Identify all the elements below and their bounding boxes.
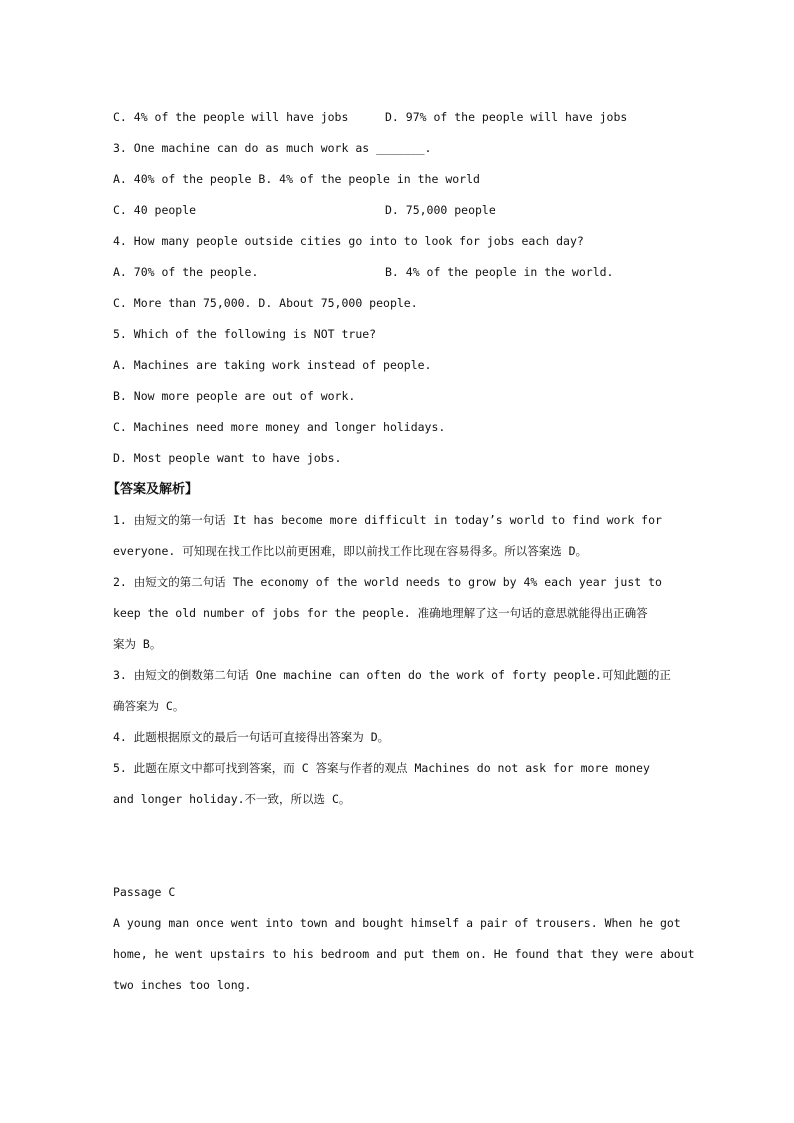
answer-3-line-1: 3. 由短文的倒数第二句话 One machine can often do the work of forty people.可知此题的正 [113, 668, 671, 682]
option-b: B. 4% of the people in the world. [385, 265, 614, 279]
option-c: C. 40 people [113, 203, 197, 217]
question-3-options-cd [113, 195, 703, 226]
question-4-options-cd: C. More than 75,000. D. About 75,000 people. [113, 296, 418, 310]
passage-c-line-2: home, he went upstairs to his bedroom and put them on. He found that they were about [113, 947, 695, 961]
passage-c-line-3: two inches too long. [113, 978, 252, 992]
question-5-option-b: B. Now more people are out of work. [113, 389, 356, 403]
answer-2-line-1: 2. 由短文的第二句话 The economy of the world needs to grow by 4% each year just to [113, 575, 662, 589]
answer-5-line-1: 5. 此题在原文中都可找到答案，而 C 答案与作者的观点 Machines do not ask for more money [113, 761, 650, 775]
passage-c-title: Passage C [113, 885, 176, 899]
option-d: D. 75,000 people [385, 203, 496, 217]
answer-2-line-2: keep the old number of jobs for the people. 准确地理解了这一句话的意思就能得出正确答 [113, 606, 648, 620]
option-a: A. 70% of the people. [113, 265, 259, 279]
question-4-stem: 4. How many people outside cities go into to look for jobs each day? [113, 234, 584, 248]
option-c: C. 4% of the people will have jobs [113, 110, 349, 124]
question-3-stem: 3. One machine can do as much work as _______. [113, 141, 432, 155]
option-d: D. 97% of the people will have jobs [385, 110, 628, 124]
question-5-stem: 5. Which of the following is NOT true? [113, 327, 377, 341]
question-4-options-ab [113, 257, 703, 288]
question-5-option-c: C. Machines need more money and longer holidays. [113, 420, 446, 434]
answer-2-line-3: 案为 B。 [113, 637, 162, 651]
passage-c-line-1: A young man once went into town and bought himself a pair of trousers. When he got [113, 916, 681, 930]
answer-1-line-1: 1. 由短文的第一句话 It has become more difficult in today’s world to find work for [113, 513, 662, 527]
question-2-options-cd [113, 102, 703, 133]
section-gap [113, 815, 703, 877]
document-page [107, 102, 703, 1001]
answer-1-line-2: everyone. 可知现在找工作比以前更困难，即以前找工作比现在容易得多。所以答案选 D。 [113, 544, 588, 558]
question-3-options-ab: A. 40% of the people B. 4% of the people in the world [113, 172, 480, 186]
question-5-option-a: A. Machines are taking work instead of people. [113, 358, 432, 372]
answer-5-line-2: and longer holiday.不一致，所以选 C。 [113, 792, 351, 806]
question-5-option-d: D. Most people want to have jobs. [113, 451, 342, 465]
answers-heading: 【答案及解析】 [107, 482, 199, 497]
answer-4-line-1: 4. 此题根据原文的最后一句话可直接得出答案为 D。 [113, 730, 390, 744]
answer-3-line-2: 确答案为 C。 [113, 699, 185, 713]
